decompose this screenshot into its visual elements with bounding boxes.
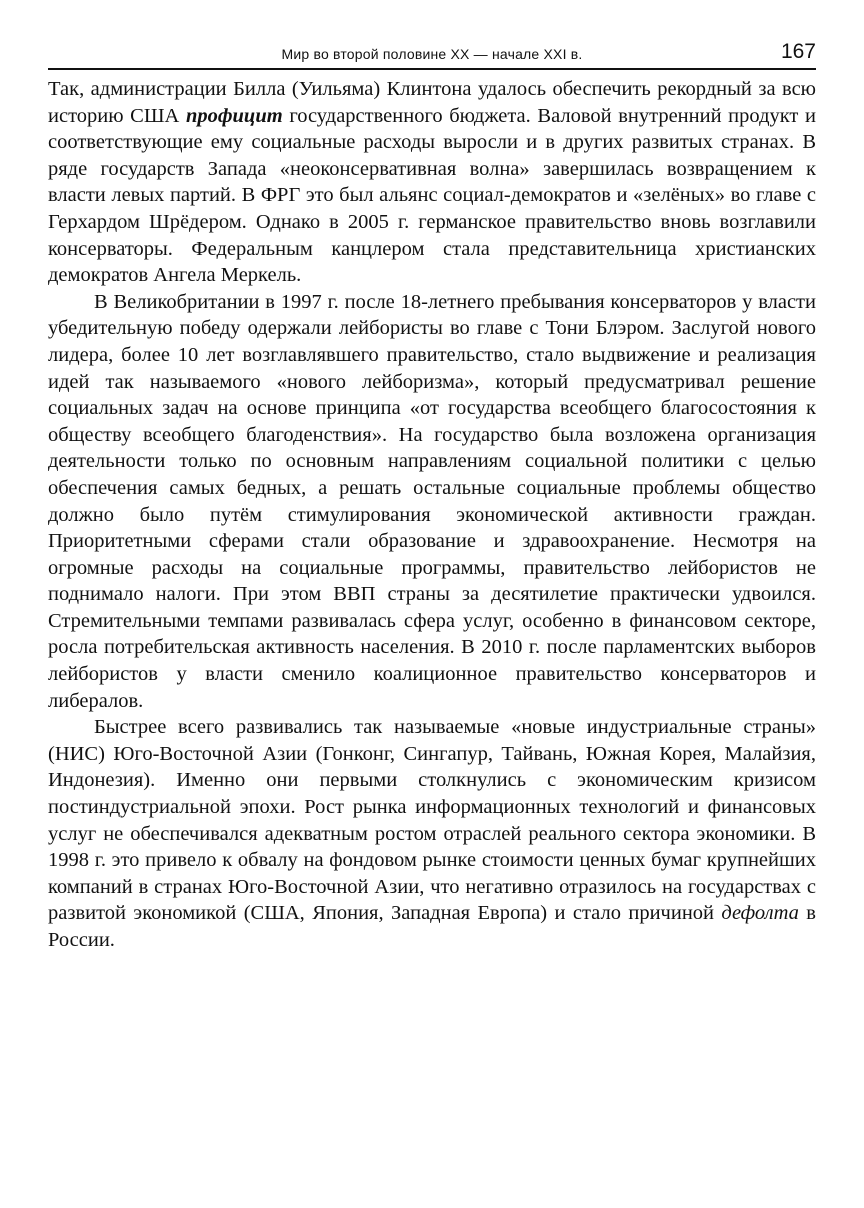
term-surplus: профицит — [185, 104, 283, 127]
page-header — [48, 40, 816, 70]
book-page — [48, 40, 816, 954]
body-text — [48, 76, 816, 954]
paragraph-3-after: в России. — [48, 902, 816, 951]
paragraph-3 — [48, 714, 816, 953]
paragraph-1 — [48, 76, 816, 289]
paragraph-1-after: государственного бюджета. Валовой внутренний продукт и соответствующие ему социальные расходы выросли и в других развитых странах. В ряде государств Запада «неоконсервативная волна» завершилась возвращением к власти левых партий. В ФРГ это был альянс социал-демократов и «зелёных» во главе с Герхардом Шрёдером. Однако в 2005 г. германское правительство вновь возглавили консерваторы. Федеральным канцлером стала представительница христианских демократов Ангела Меркель. — [48, 104, 816, 287]
running-title: Мир во второй половине XX — начале XXI в. — [281, 46, 583, 62]
paragraph-3-before: Быстрее всего развивались так называемые «новые индустриальные страны» (НИС) Юго-Восточной Азии (Гонконг, Сингапур, Тайвань, Южная Корея, Малайзия, Индонезия). Именно они первыми столкнулись с экономическим кризисом постиндустриальной эпохи. Рост рынка информационных технологий и финансовых услуг не обеспечивался адекватным ростом отраслей реального сектора экономики. В 1998 г. это привело к обвалу на фондовом рынке стоимости ценных бумаг крупнейших компаний в странах Юго-Восточной Азии, что негативно отразилось на государствах с развитой экономикой (США, Япония, Западная Европа) и стало причиной — [48, 716, 816, 925]
paragraph-2: В Великобритании в 1997 г. после 18-летнего пребывания консерваторов у власти убедительную победу одержали лейбористы во главе с Тони Блэром. Заслугой нового лидера, более 10 лет возглавлявшего правительство, стало выдвижение и реализация идей так называемого «нового лейборизма», который предусматривал решение социальных задач на основе принципа «от государства всеобщего благосостояния к обществу всеобщего благоденствия». На государство была возложена организация деятельности только по основным направлениям социальной политики с целью обеспечения самых бедных, а решать остальные социальные проблемы общество должно было путём стимулирования экономической активности граждан. Приоритетными сферами стали образование и здравоохранение. Несмотря на огромные расходы на социальные программы, правительство лейбористов не поднимало налоги. При этом ВВП страны за десятилетие практически удвоился. Стремительными темпами развивалась сфера услуг, особенно в финансовом секторе, росла потребительская активность населения. В 2010 г. после парламентских выборов лейбористов у власти сменило коалиционное правительство консерваторов и либералов. — [48, 290, 816, 712]
page-number: 167 — [780, 40, 816, 63]
paragraph-1-before: Так, администрации Билла (Уильяма) Клинтона удалось обеспечить рекордный за всю историю США — [48, 78, 816, 127]
term-default: дефолта — [721, 902, 799, 925]
